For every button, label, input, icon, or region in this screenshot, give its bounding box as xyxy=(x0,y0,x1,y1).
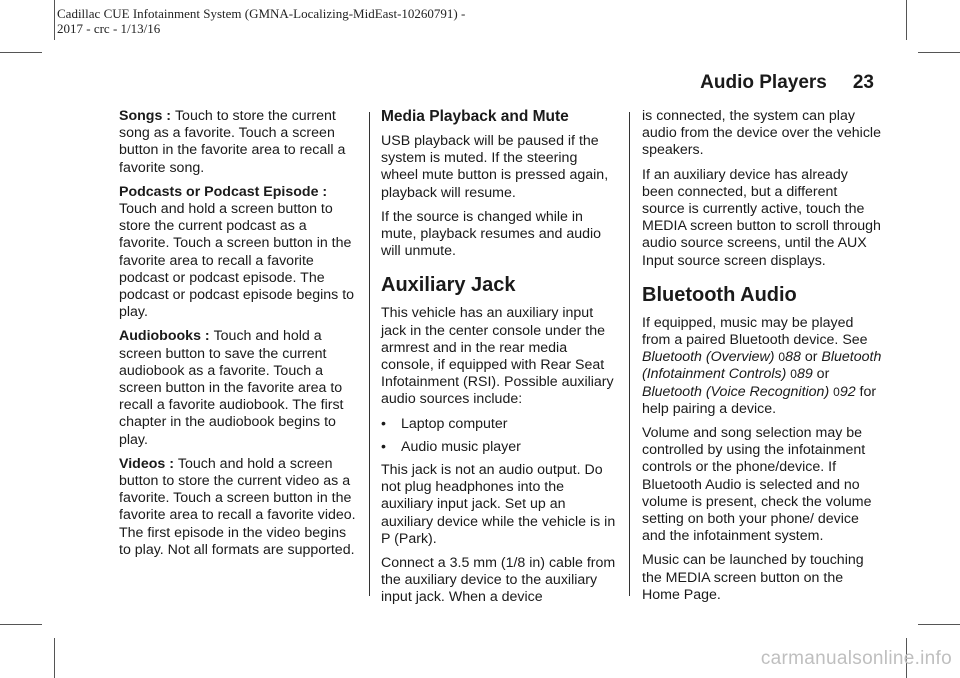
bluetooth-infotainment-controls-link[interactable]: Bluetooth (Infotainment Controls) xyxy=(642,349,882,383)
bluetooth-paragraph-3: Music can be launched by touching the MEDIA screen button on the Home Page. xyxy=(642,552,864,603)
page-reference-icon: 0 xyxy=(833,384,840,399)
page-ref-89[interactable]: 89 xyxy=(796,366,813,383)
header-line-2: 2017 - crc - 1/13/16 xyxy=(57,21,161,36)
audiobooks-text: Touch and hold a screen button to save the current audiobook as a favorite. Touch a screen button in the favorite area to recall a favorite audiobook. The first chapter in the audiobook begins to play. xyxy=(119,328,344,448)
column-divider xyxy=(629,112,630,596)
media-paragraph-1: USB playback will be paused if the system is muted. If the steering wheel mute button is pressed again, playback will resume. xyxy=(381,133,609,201)
songs-text: Touch to store the current song as a favorite. Touch a screen button in the favorite area to recall a favorite song. xyxy=(119,108,346,176)
videos-paragraph xyxy=(119,456,359,559)
page-number: 23 xyxy=(852,72,874,93)
list-item xyxy=(381,439,618,456)
bluetooth-voice-recognition-link[interactable]: Bluetooth (Voice Recognition) xyxy=(642,383,830,400)
podcasts-paragraph xyxy=(119,184,359,322)
bullet-mark: • xyxy=(381,438,386,455)
or-text: or xyxy=(800,349,822,366)
bluetooth-text: If equipped, music may be played from a paired Bluetooth device. See xyxy=(642,314,868,349)
audiobooks-term: Audiobooks : xyxy=(119,328,214,345)
audiobooks-paragraph xyxy=(119,328,359,448)
aux-continued-paragraph-2: If an auxiliary device has already been connected, but a different source is currently active, touch the MEDIA screen button to scroll through audio source screens, until the AUX Input source screen displays. xyxy=(642,166,881,269)
bluetooth-paragraph-1 xyxy=(642,315,882,418)
bluetooth-text: for help pairing a device. xyxy=(642,383,877,417)
column-2 xyxy=(381,108,618,614)
aux-paragraph-3: Connect a 3.5 mm (1/8 in) cable from the auxiliary device to the auxiliary input jack. When a device xyxy=(381,555,616,606)
auxiliary-jack-heading: Auxiliary Jack xyxy=(381,274,516,297)
aux-paragraph-1: This vehicle has an auxiliary input jack in the center console under the armrest and in the rear media console, if equipped with Rear Seat Infotainment (RSI). Possible auxiliary audio sources include: xyxy=(381,305,614,408)
page-heading xyxy=(700,72,874,94)
media-paragraph-2: If the source is changed while in mute, playback resumes and audio will unmute. xyxy=(381,208,602,260)
videos-term: Videos : xyxy=(119,455,178,472)
crop-mark xyxy=(918,624,960,625)
column-1 xyxy=(119,108,359,566)
crop-mark xyxy=(918,52,960,53)
document-header xyxy=(57,6,465,36)
page-title: Audio Players xyxy=(700,72,827,93)
crop-mark xyxy=(0,624,42,625)
page-ref-88[interactable]: 88 xyxy=(785,349,801,366)
bluetooth-audio-heading: Bluetooth Audio xyxy=(642,283,797,306)
page-reference-icon: 0 xyxy=(790,367,797,382)
podcasts-text: Touch and hold a screen button to store the current podcast as a favorite. Touch a screen button in the favorite area to recall a favorite podcast or podcast episode. The podcast or podcast episode begins to play. xyxy=(119,201,355,321)
page-ref-92[interactable]: 92 xyxy=(839,383,856,400)
column-divider xyxy=(369,112,370,596)
header-line-1: Cadillac CUE Infotainment System (GMNA-Localizing-MidEast-10260791) - xyxy=(57,6,466,21)
list-item-text: Laptop computer xyxy=(401,415,508,432)
list-item xyxy=(381,416,618,433)
list-item-text: Audio music player xyxy=(401,438,521,455)
column-3 xyxy=(642,108,882,611)
watermark: carmanualsonline.info xyxy=(760,648,952,669)
media-playback-heading: Media Playback and Mute xyxy=(381,108,569,125)
aux-continued-paragraph-1: is connected, the system can play audio from the device over the vehicle speakers. xyxy=(642,108,881,159)
crop-mark xyxy=(54,0,55,40)
bluetooth-paragraph-2: Volume and song selection may be controlled by using the infotainment controls or the phone/device. If Bluetooth Audio is selected and no volume is present, check the volume setting on both your phone/ device and the infotainment system. xyxy=(642,425,872,545)
crop-mark xyxy=(906,0,907,40)
bluetooth-overview-link[interactable]: Bluetooth (Overview) xyxy=(642,349,775,366)
crop-mark xyxy=(0,52,42,53)
songs-term: Songs : xyxy=(119,108,175,124)
aux-paragraph-2: This jack is not an audio output. Do not plug headphones into the auxiliary input jack. Set up an auxiliary device while the vehicle is in P (Park). xyxy=(381,462,616,547)
bullet-mark: • xyxy=(381,415,386,432)
crop-mark xyxy=(54,638,55,678)
songs-paragraph xyxy=(119,108,359,177)
or-text: or xyxy=(812,366,830,383)
page-reference-icon: 0 xyxy=(778,350,786,365)
videos-text: Touch and hold a screen button to store the current video as a favorite. Touch a screen button in the favorite area to recall a favorite video. The first episode in the video begins to play. Not all formats are supported. xyxy=(119,455,356,558)
podcasts-term: Podcasts or Podcast Episode : xyxy=(119,183,328,200)
